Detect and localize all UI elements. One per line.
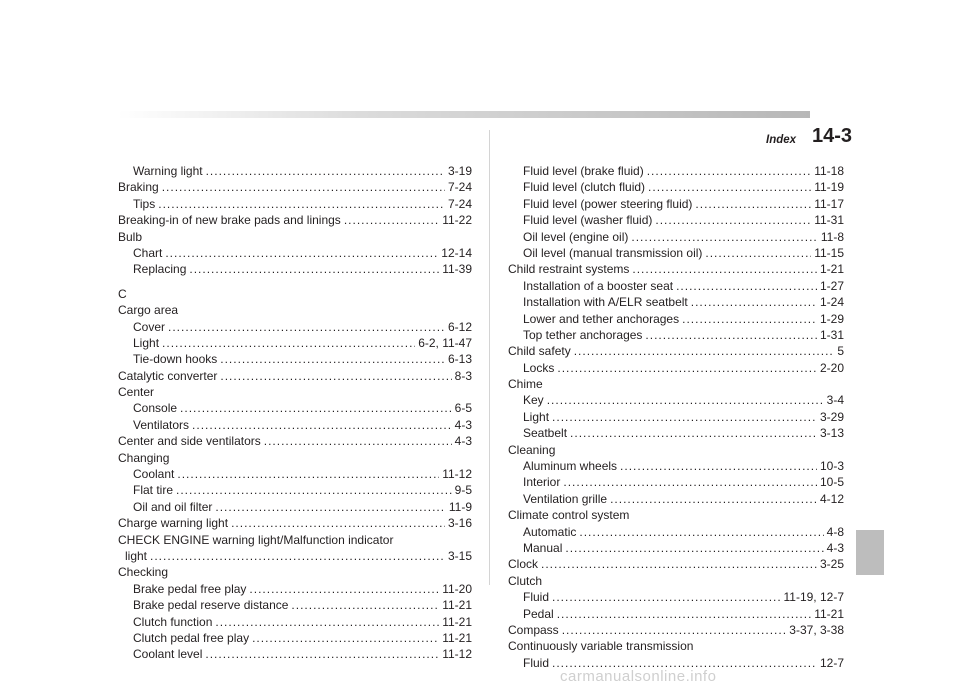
index-entry [118, 417, 472, 433]
index-page-ref: 11-17 [814, 196, 844, 211]
index-entry [508, 229, 844, 245]
index-page-ref: 9-5 [454, 483, 472, 498]
dot-leader [570, 425, 817, 441]
index-page-ref: 3-4 [826, 393, 844, 408]
index-term: light [125, 548, 148, 563]
index-entry [118, 261, 472, 277]
dot-leader [541, 556, 817, 572]
index-term: Fluid level (brake fluid) [523, 164, 644, 178]
index-page-ref: 3-19 [447, 164, 472, 178]
index-page-ref: 12-14 [441, 245, 472, 260]
index-entry [118, 499, 472, 515]
index-page-ref: 4-8 [826, 524, 844, 539]
index-term: Fluid [523, 590, 550, 605]
index-entry [118, 466, 472, 482]
dot-leader [344, 212, 439, 228]
dot-leader [547, 392, 824, 408]
index-term: Brake pedal reserve distance [133, 598, 289, 613]
index-term: Flat tire [133, 483, 174, 498]
index-entry [118, 581, 472, 597]
index-term: Light [133, 335, 160, 350]
index-entry [508, 474, 844, 490]
dot-leader [291, 597, 439, 613]
index-page-ref: 11-18 [814, 164, 844, 178]
index-entry [118, 229, 472, 245]
index-term: Brake pedal free play [133, 581, 247, 596]
index-entry [508, 163, 844, 179]
index-entry [118, 482, 472, 498]
index-entry [508, 261, 844, 277]
index-term: Continuously variable transmission [508, 639, 694, 654]
dot-leader [264, 433, 452, 449]
index-page-ref: 3-16 [447, 516, 472, 531]
dot-leader [176, 482, 452, 498]
index-entry [118, 319, 472, 335]
index-entry [508, 343, 844, 359]
index-term: Oil level (manual transmission oil) [523, 245, 703, 260]
dot-leader [150, 548, 445, 564]
index-page-ref: 4-3 [454, 417, 472, 432]
index-term: Seatbelt [523, 426, 568, 441]
index-term: Charge warning light [118, 516, 229, 531]
index-entry [118, 302, 472, 318]
index-entry [508, 179, 844, 195]
section-label: Index [766, 134, 797, 146]
index-entry [508, 540, 844, 556]
header-bar [118, 111, 810, 118]
index-term: Clutch function [133, 614, 213, 629]
index-page-ref: 5 [837, 344, 844, 359]
index-entry [508, 360, 844, 376]
index-term: Changing [118, 450, 170, 465]
index-page-ref: 3-15 [447, 548, 472, 563]
index-term: Tie-down hooks [133, 352, 218, 367]
index-entry [508, 425, 844, 441]
index-page-ref: 4-12 [819, 491, 844, 506]
index-term: Cleaning [508, 442, 556, 457]
dot-leader [610, 491, 817, 507]
index-page-ref: 3-25 [819, 557, 844, 572]
index-term: Oil and oil filter [133, 499, 213, 514]
index-page-ref: 6-5 [454, 401, 472, 416]
index-term: Chime [508, 377, 543, 392]
index-term: Clock [508, 557, 539, 572]
index-page-ref: 11-39 [442, 262, 472, 277]
index-term: Lower and tether anchorages [523, 311, 680, 326]
index-entry [508, 638, 844, 654]
index-entry [508, 245, 844, 261]
index-entry [118, 196, 472, 212]
index-entry [508, 327, 844, 343]
index-term: Ventilators [133, 417, 190, 432]
index-entry [508, 524, 844, 540]
index-term: Child restraint systems [508, 262, 630, 277]
dot-leader [557, 606, 811, 622]
dot-leader [648, 179, 811, 195]
index-entry [118, 400, 472, 416]
index-entry [508, 278, 844, 294]
index-term: Aluminum wheels [523, 459, 618, 474]
index-term: Braking [118, 180, 159, 195]
index-page-ref: 11-8 [820, 229, 844, 244]
index-term: Coolant level [133, 647, 203, 662]
dot-leader [557, 360, 817, 376]
index-entry [118, 548, 472, 564]
index-page-ref: 6-13 [447, 352, 472, 367]
dot-leader [252, 630, 439, 646]
dot-leader [205, 646, 439, 662]
dot-leader [220, 368, 451, 384]
dot-leader [691, 294, 817, 310]
index-term: Locks [523, 360, 555, 375]
index-page-ref: 6-12 [447, 319, 472, 334]
index-term: Climate control system [508, 508, 630, 523]
index-entry [508, 196, 844, 212]
index-term: Breaking-in of new brake pads and linings [118, 213, 341, 228]
dot-leader [631, 229, 817, 245]
dot-leader [705, 245, 811, 261]
dot-leader [177, 466, 439, 482]
index-entry [508, 573, 844, 589]
index-page-ref: 1-21 [819, 262, 844, 277]
dot-leader [563, 474, 817, 490]
index-page-ref: 10-3 [819, 459, 844, 474]
index-page-ref: 1-24 [819, 295, 844, 310]
index-entry [118, 564, 472, 580]
page-number: 14-3 [812, 125, 853, 147]
index-page-ref: 4-3 [454, 434, 472, 449]
index-entry [508, 589, 844, 605]
dot-leader [562, 622, 787, 638]
index-entry [118, 351, 472, 367]
dot-leader [565, 540, 823, 556]
dot-leader [220, 351, 445, 367]
index-term: Interior [523, 475, 561, 490]
index-letter-heading: C [118, 286, 127, 301]
index-page-ref: 11-21 [814, 606, 844, 621]
index-term: Manual [523, 540, 563, 555]
index-page-ref: 6-2, 11-47 [418, 335, 472, 350]
index-entry [508, 556, 844, 572]
index-term: Top tether anchorages [523, 327, 643, 342]
index-entry [118, 614, 472, 630]
dot-leader [192, 417, 452, 433]
dot-leader [180, 400, 452, 416]
dot-leader [249, 581, 439, 597]
index-entry [508, 622, 844, 638]
dot-leader [579, 524, 823, 540]
index-term: Fluid level (clutch fluid) [523, 180, 646, 195]
index-term: Cover [133, 319, 166, 334]
index-page-ref: 7-24 [447, 180, 472, 195]
section-tab-marker [856, 530, 884, 575]
dot-leader [574, 343, 835, 359]
dot-leader [215, 499, 445, 515]
index-term: Light [523, 409, 550, 424]
dot-leader [695, 196, 811, 212]
index-page-ref: 3-29 [819, 409, 844, 424]
index-entry [508, 376, 844, 392]
index-page-ref: 11-19, 12-7 [783, 590, 844, 605]
index-entry [508, 212, 844, 228]
index-term: Child safety [508, 344, 571, 359]
index-entry [118, 646, 472, 662]
index-term: Catalytic converter [118, 368, 218, 383]
index-entry [118, 368, 472, 384]
index-term: CHECK ENGINE warning light/Malfunction indicator [118, 532, 394, 547]
dot-leader [682, 311, 817, 327]
dot-leader [676, 278, 817, 294]
index-term: Warning light [133, 164, 203, 178]
index-entry [118, 163, 472, 179]
dot-leader [552, 409, 817, 425]
index-page-ref: 11-12 [442, 647, 472, 662]
index-entry [118, 630, 472, 646]
index-term: Key [523, 393, 544, 408]
watermark: carmanualsonline.info [560, 668, 717, 685]
index-page-ref: 10-5 [819, 475, 844, 490]
index-entry [118, 433, 472, 449]
index-page-ref: 11-21 [442, 598, 472, 613]
index-term: Fluid [523, 655, 550, 670]
dot-leader [215, 614, 439, 630]
index-entry [118, 384, 472, 400]
index-page-ref: 8-3 [454, 368, 472, 383]
index-page-ref: 11-19 [814, 180, 844, 195]
dot-leader [655, 212, 811, 228]
index-term: Oil level (engine oil) [523, 229, 629, 244]
index-column-left [118, 163, 472, 663]
index-entry [508, 311, 844, 327]
index-term: Clutch pedal free play [133, 630, 250, 645]
index-page-ref: 1-31 [819, 327, 844, 342]
index-page-ref: 1-27 [819, 278, 844, 293]
index-page-ref: 11-21 [442, 614, 472, 629]
index-entry [508, 409, 844, 425]
dot-leader [189, 261, 439, 277]
index-entry [118, 179, 472, 195]
index-entry [508, 491, 844, 507]
index-term: Ventilation grille [523, 491, 608, 506]
dot-leader [552, 589, 780, 605]
index-term: Fluid level (washer fluid) [523, 213, 653, 228]
dot-leader [168, 319, 445, 335]
dot-leader [632, 261, 817, 277]
dot-leader [165, 245, 438, 261]
index-entry [118, 597, 472, 613]
index-term: Chart [133, 245, 163, 260]
index-term: Installation with A/ELR seatbelt [523, 295, 688, 310]
index-term: Tips [133, 196, 156, 211]
index-page-ref: 11-9 [448, 499, 472, 514]
dot-leader [162, 335, 415, 351]
index-page-ref: 12-7 [819, 655, 844, 670]
dot-leader [206, 163, 445, 179]
dot-leader [231, 515, 445, 531]
dot-leader [162, 179, 445, 195]
index-entry [508, 294, 844, 310]
index-term: Fluid level (power steering fluid) [523, 196, 693, 211]
index-entry [508, 458, 844, 474]
index-term: Installation of a booster seat [523, 278, 674, 293]
index-page-ref: 3-37, 3-38 [789, 622, 844, 637]
index-page-ref: 11-15 [814, 245, 844, 260]
index-term: Console [133, 401, 178, 416]
index-entry [118, 532, 472, 548]
index-entry [118, 450, 472, 466]
index-entry [118, 245, 472, 261]
dot-leader [620, 458, 817, 474]
index-term: Cargo area [118, 303, 179, 318]
index-page-ref: 11-20 [442, 581, 472, 596]
index-page-ref: 11-22 [442, 213, 472, 228]
index-term: Clutch [508, 573, 543, 588]
index-term: Automatic [523, 524, 577, 539]
index-term: Bulb [118, 229, 143, 244]
index-page-ref: 11-12 [442, 467, 472, 482]
column-divider [489, 130, 490, 585]
index-page-ref: 2-20 [819, 360, 844, 375]
index-entry [118, 212, 472, 228]
index-entry [118, 335, 472, 351]
index-term: Pedal [523, 606, 554, 621]
index-term: Compass [508, 622, 559, 637]
index-page-ref: 11-21 [442, 630, 472, 645]
index-page-ref: 7-24 [447, 196, 472, 211]
index-term: Coolant [133, 467, 175, 482]
index-entry [508, 442, 844, 458]
index-page-ref: 11-31 [814, 213, 844, 228]
index-term: Checking [118, 565, 169, 580]
index-entry [508, 392, 844, 408]
index-entry [508, 507, 844, 523]
index-page-ref: 1-29 [819, 311, 844, 326]
index-page-ref: 3-13 [819, 426, 844, 441]
index-entry [118, 515, 472, 531]
index-page-ref: 4-3 [826, 540, 844, 555]
index-term: Replacing [133, 262, 187, 277]
dot-leader [647, 163, 811, 179]
index-column-right [508, 163, 844, 671]
index-entry [508, 606, 844, 622]
index-term: Center [118, 385, 155, 400]
index-term: Center and side ventilators [118, 434, 261, 449]
dot-leader [158, 196, 445, 212]
dot-leader [645, 327, 817, 343]
